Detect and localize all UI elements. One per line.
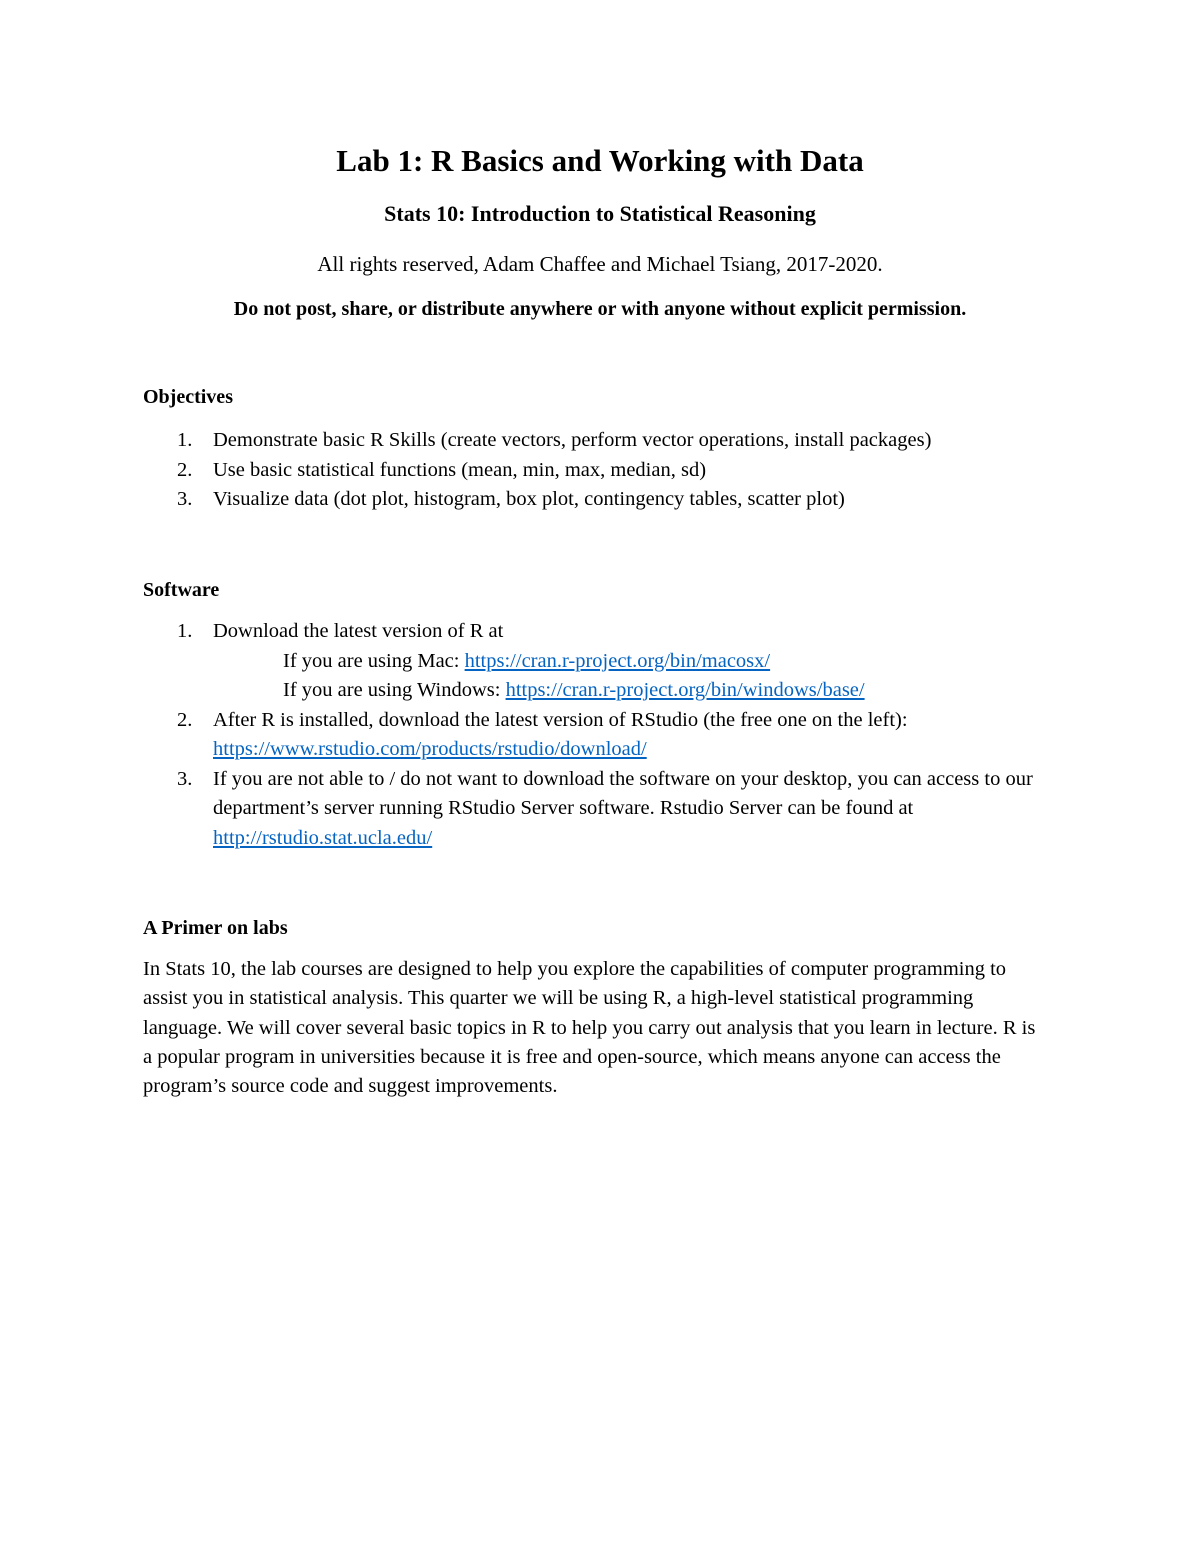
mac-label: If you are using Mac: [283, 649, 465, 672]
list-number: 2. [177, 708, 193, 731]
software-list [143, 617, 1063, 853]
list-item [143, 456, 1063, 486]
primer-heading: A Primer on labs [143, 917, 288, 939]
software-heading: Software [143, 579, 220, 601]
windows-download-link[interactable]: https://cran.r-project.org/bin/windows/base/ [505, 679, 865, 701]
list-item-text: After R is installed, download the latest version of RStudio (the free one on the left): [213, 708, 908, 731]
list-number: 1. [177, 429, 193, 451]
distribution-notice: Do not post, share, or distribute anywhere or with anyone without explicit permission. [233, 298, 967, 320]
list-item [143, 706, 1063, 765]
list-item [143, 485, 1063, 515]
objectives-heading: Objectives [143, 386, 233, 408]
document-title: Lab 1: R Basics and Working with Data [336, 143, 864, 178]
rstudio-server-link[interactable]: http://rstudio.stat.ucla.edu/ [213, 826, 433, 849]
primer-paragraph: In Stats 10, the lab courses are designed to help you explore the capabilities of computer programming to assist you in statistical analysis. This quarter we will be using R, a high-level statistical programming language. We will cover several basic topics in R to help you carry out analysis that you learn in lecture. R is a popular program in universities because it is free and open-source, which means anyone can access the program’s source code and suggest improvements. [143, 958, 1036, 1098]
list-item [143, 617, 1063, 706]
document-subtitle: Stats 10: Introduction to Statistical Reasoning [384, 201, 816, 226]
copyright-notice: All rights reserved, Adam Chaffee and Michael Tsiang, 2017-2020. [317, 252, 883, 276]
list-item-text: Demonstrate basic R Skills (create vectors, perform vector operations, install packages) [213, 429, 932, 451]
rstudio-download-link[interactable]: https://www.rstudio.com/products/rstudio/download/ [213, 738, 647, 760]
objectives-list [143, 426, 1063, 515]
list-number: 1. [177, 620, 193, 642]
mac-download-link[interactable]: https://cran.r-project.org/bin/macosx/ [464, 649, 771, 672]
list-number: 3. [177, 488, 193, 510]
list-item [143, 426, 1063, 456]
list-item-text: If you are not able to / do not want to download the software on your desktop, you can access to our department’s server running RStudio Server software. Rstudio Server can be found at [213, 767, 1033, 819]
mac-download-line [213, 647, 1063, 677]
list-number: 3. [177, 767, 193, 790]
windows-label: If you are using Windows: [283, 679, 506, 701]
windows-download-line [213, 676, 1063, 706]
list-item-text: Download the latest version of R at [213, 620, 504, 642]
list-item-text: Visualize data (dot plot, histogram, box plot, contingency tables, scatter plot) [213, 488, 845, 510]
list-item [143, 765, 1063, 854]
list-item-text: Use basic statistical functions (mean, min, max, median, sd) [213, 458, 707, 481]
list-number: 2. [177, 458, 193, 481]
